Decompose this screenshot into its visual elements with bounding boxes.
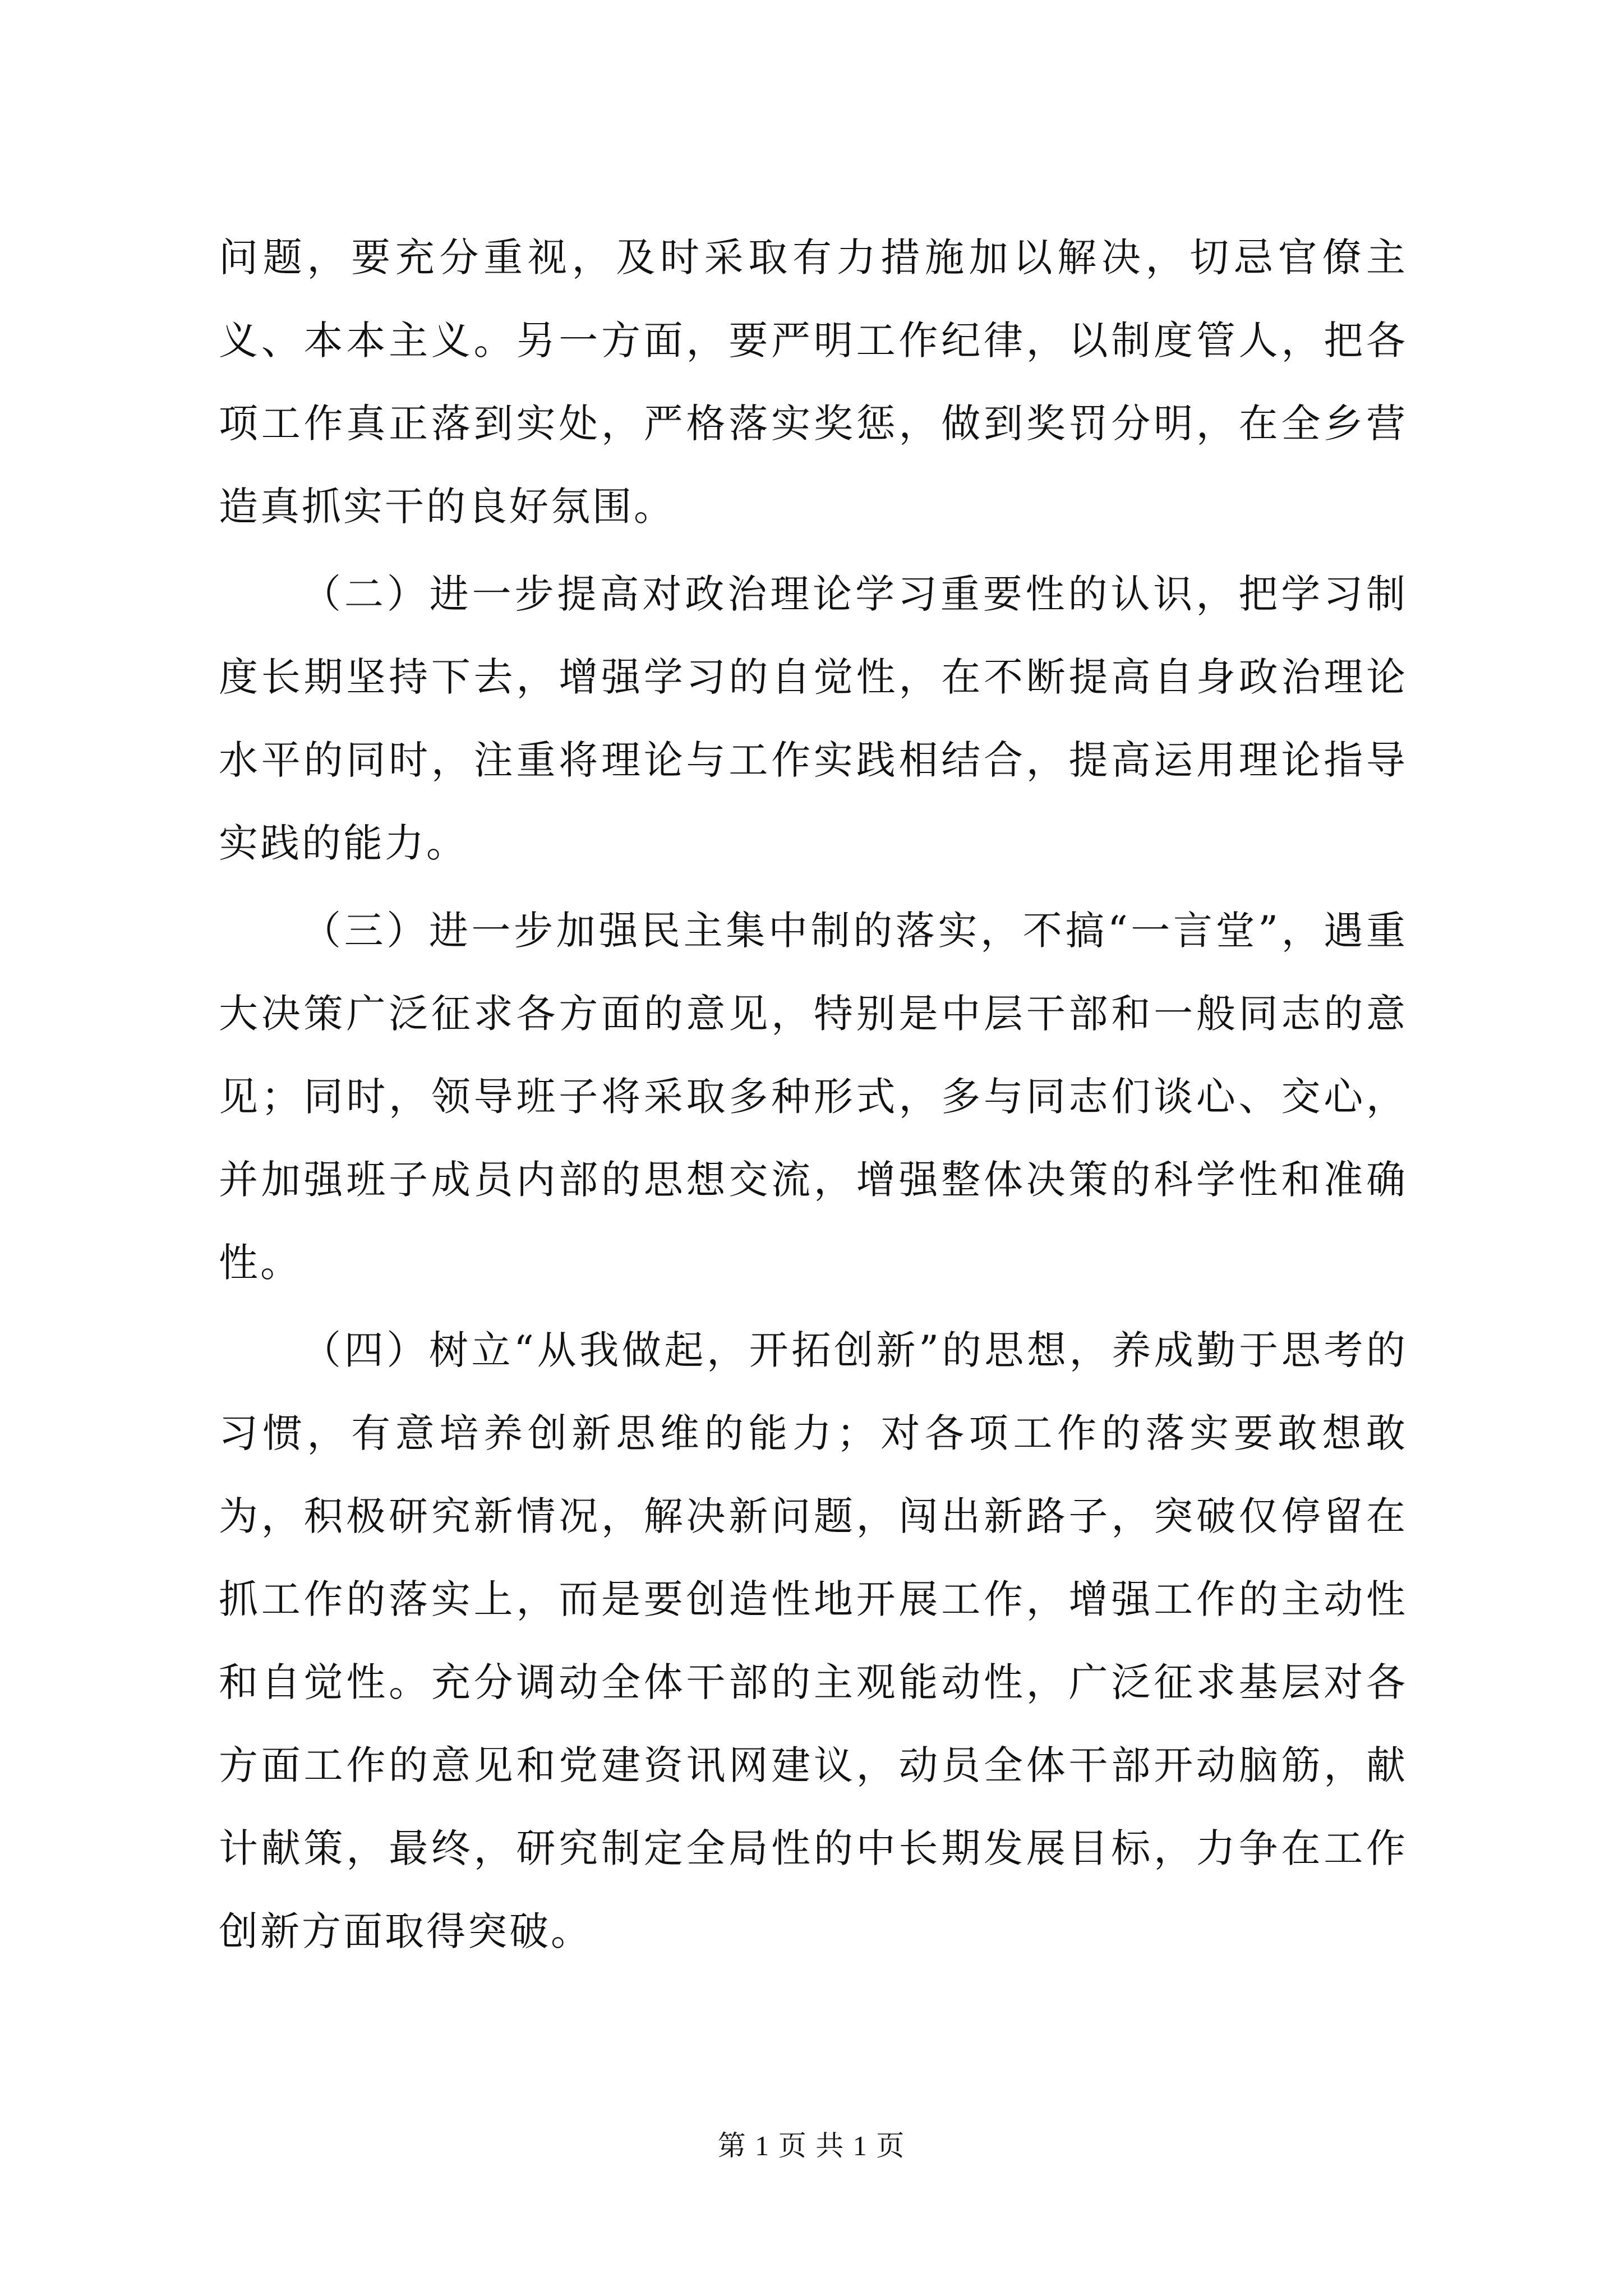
paragraph-item-4: （四）树立“从我做起，开拓创新”的思想，养成勤于思考的习惯，有意培养创新思维的能力；对各项工作的落实要敢想敢为，积极研究新情况，解决新问题，闯出新路子，突破仅停留在抓工作的落实上，而是要创造性地开展工作，增强工作的主动性和自觉性。充分调动全体干部的主观能动性，广泛征求基层对各方面工作的意见和党建资讯网建议，动员全体干部开动脑筋，献计献策，最终，研究制定全局性的中长期发展目标，力争在工作创新方面取得突破。 bbox=[219, 1327, 1408, 1954]
paragraph-continuation: 问题，要充分重视，及时采取有力措施加以解决，切忌官僚主义、本本主义。另一方面，要严明工作纪律，以制度管人，把各项工作真正落到实处，严格落实奖惩，做到奖罚分明，在全乡营造真抓实干的良好氛围。 bbox=[219, 234, 1408, 530]
document-body bbox=[219, 216, 1408, 1977]
paragraph-item-3: （三）进一步加强民主集中制的落实，不搞“一言堂”，遇重大决策广泛征求各方面的意见，特别是中层干部和一般同志的意见；同时，领导班子将采取多种形式，多与同志们谈心、交心，并加强班子成员内部的思想交流，增强整体决策的科学性和准确性。 bbox=[219, 908, 1408, 1286]
paragraph-item-2: （二）进一步提高对政治理论学习重要性的认识，把学习制度长期坚持下去，增强学习的自觉性，在不断提高自身政治理论水平的同时，注重将理论与工作实践相结合，提高运用理论指导实践的能力。 bbox=[219, 571, 1408, 866]
page-footer: 第 1 页 共 1 页 bbox=[717, 2130, 906, 2161]
